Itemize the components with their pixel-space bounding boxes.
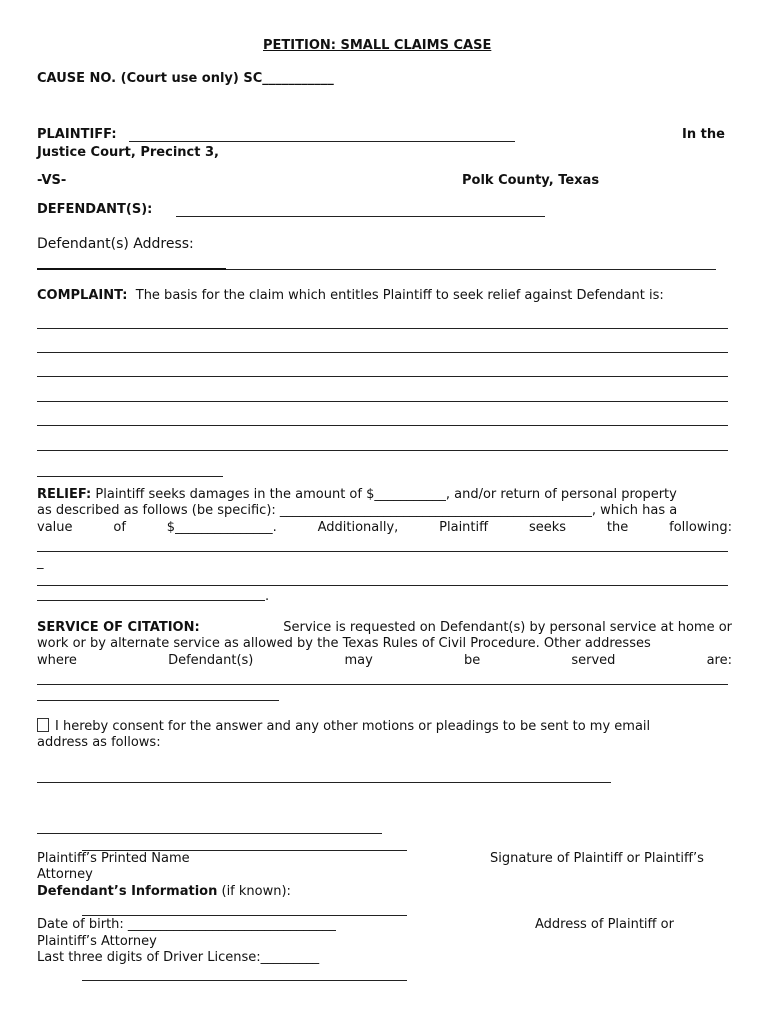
complaint-line-short[interactable] bbox=[37, 476, 223, 477]
consent-checkbox[interactable] bbox=[37, 718, 49, 732]
relief-word: value bbox=[37, 520, 73, 535]
service-word: served bbox=[571, 653, 616, 668]
signature-label: Signature of Plaintiff or Plaintiff’s bbox=[490, 851, 704, 866]
complaint-label: COMPLAINT: bbox=[37, 288, 128, 303]
plaintiff-field[interactable] bbox=[129, 141, 515, 142]
relief-dash: _ bbox=[37, 555, 44, 570]
defendant-address-label: Defendant(s) Address: bbox=[37, 236, 194, 252]
defendant-label: DEFENDANT(S): bbox=[37, 202, 153, 217]
service-line-1 bbox=[37, 620, 732, 636]
email-line[interactable] bbox=[37, 782, 611, 783]
county-text: Polk County, Texas bbox=[462, 173, 600, 188]
relief-label: RELIEF: bbox=[37, 487, 92, 502]
printed-name-label: Plaintiff’s Printed Name bbox=[37, 851, 190, 866]
court-name: Justice Court, Precinct 3, bbox=[37, 145, 219, 160]
service-address-line[interactable] bbox=[37, 684, 728, 685]
in-the-text: In the bbox=[682, 127, 725, 142]
relief-line-1 bbox=[37, 487, 732, 503]
relief-word: following: bbox=[669, 520, 732, 535]
plaintiff-label: PLAINTIFF: bbox=[37, 127, 117, 142]
relief-word: seeks bbox=[528, 520, 567, 535]
relief-line[interactable] bbox=[37, 551, 728, 552]
relief-end-period: . bbox=[265, 589, 270, 604]
consent-line-1 bbox=[37, 718, 732, 735]
complaint-paragraph bbox=[37, 288, 664, 304]
service-word: may bbox=[344, 653, 373, 668]
service-label: SERVICE OF CITATION: bbox=[37, 620, 200, 635]
relief-word: $_______________. bbox=[166, 520, 277, 535]
defendant-address-field-bold[interactable] bbox=[37, 268, 226, 270]
consent-text-2: address as follows: bbox=[37, 735, 161, 750]
defendant-info-heading bbox=[37, 884, 291, 900]
relief-line[interactable] bbox=[37, 585, 728, 586]
defendant-info-label: Defendant’s Information bbox=[37, 884, 218, 899]
relief-word: of bbox=[113, 520, 126, 535]
complaint-text: The basis for the claim which entitles Plaintiff to seek relief against Defendant is: bbox=[135, 288, 664, 303]
relief-text-1: Plaintiff seeks damages in the amount of $___________, and/or return of personal property bbox=[95, 487, 677, 502]
relief-text-2: as described as follows (be specific): ________________________________________________, which has a bbox=[37, 503, 678, 518]
date-of-birth: Date of birth: ________________________________ bbox=[37, 917, 336, 932]
driver-license-digits: Last three digits of Driver License:_________ bbox=[37, 950, 320, 965]
relief-word: Additionally, bbox=[317, 520, 399, 535]
attorney-label: Attorney bbox=[37, 867, 93, 882]
cause-number: CAUSE NO. (Court use only) SC___________ bbox=[37, 71, 334, 86]
service-word: Defendant(s) bbox=[168, 653, 254, 668]
relief-word: the bbox=[606, 520, 629, 535]
plaintiffs-attorney-label: Plaintiff’s Attorney bbox=[37, 934, 157, 949]
address-of-plaintiff-label: Address of Plaintiff or bbox=[535, 917, 674, 932]
relief-word: Plaintiff bbox=[439, 520, 489, 535]
service-address-line-short[interactable] bbox=[37, 700, 279, 701]
defendant-field[interactable] bbox=[176, 216, 545, 217]
complaint-line[interactable] bbox=[37, 352, 728, 353]
service-word: be bbox=[463, 653, 481, 668]
complaint-line[interactable] bbox=[37, 450, 728, 451]
relief-line-short[interactable] bbox=[37, 600, 265, 601]
service-line-3 bbox=[37, 653, 732, 669]
complaint-line[interactable] bbox=[37, 425, 728, 426]
relief-line-3 bbox=[37, 520, 732, 536]
complaint-line[interactable] bbox=[37, 401, 728, 402]
consent-text-1: I hereby consent for the answer and any other motions or pleadings to be sent to my email bbox=[55, 719, 651, 734]
page-title: PETITION: SMALL CLAIMS CASE bbox=[263, 38, 492, 53]
complaint-line[interactable] bbox=[37, 376, 728, 377]
printed-name-line[interactable] bbox=[37, 833, 382, 834]
complaint-line[interactable] bbox=[37, 328, 728, 329]
plaintiff-address-line[interactable] bbox=[82, 915, 407, 916]
defendant-address-field[interactable] bbox=[226, 269, 716, 270]
service-text-2: work or by alternate service as allowed by the Texas Rules of Civil Procedure. Other addresses bbox=[37, 636, 651, 651]
versus-text: -VS- bbox=[37, 173, 67, 188]
defendant-info-suffix: (if known): bbox=[221, 884, 291, 899]
plaintiff-address-line-2[interactable] bbox=[82, 980, 407, 981]
service-word: are: bbox=[706, 653, 732, 668]
service-text-1: Service is requested on Defendant(s) by personal service at home or bbox=[283, 620, 732, 635]
service-word: where bbox=[37, 653, 77, 668]
